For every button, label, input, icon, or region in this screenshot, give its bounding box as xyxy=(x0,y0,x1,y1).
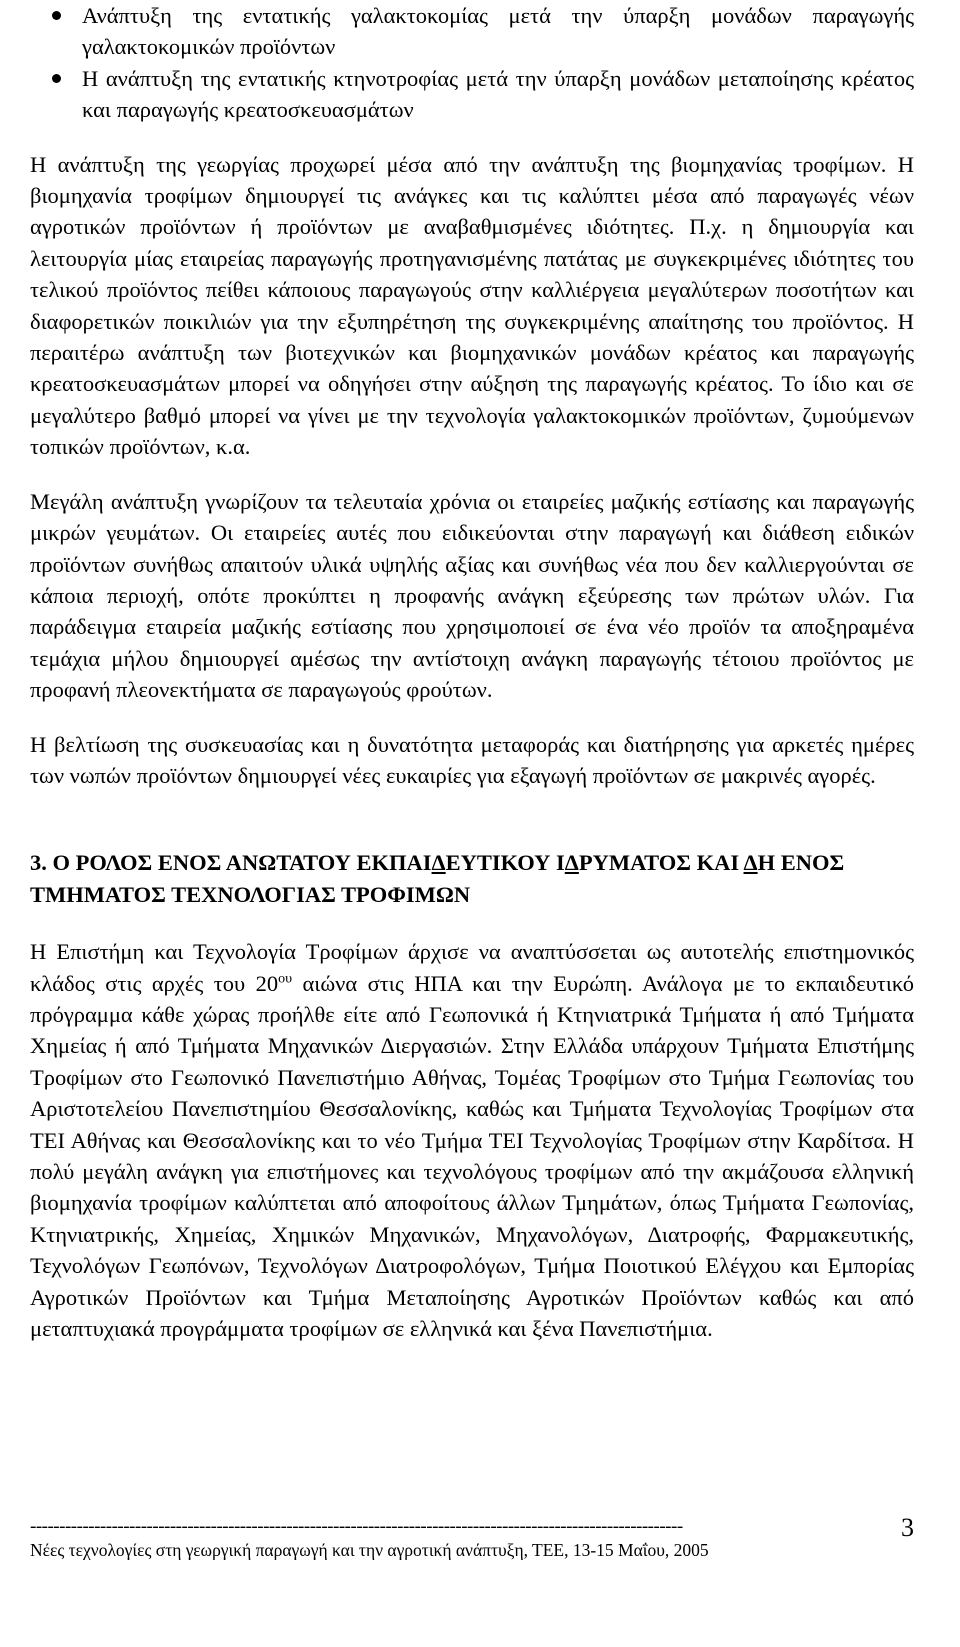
heading-text: Η ΕΝΟΣ ΤΜΗΜΑΤΟΣ ΤΕΧΝΟΛΟΓΙΑΣ ΤΡΟΦΙΜΩΝ xyxy=(30,850,845,907)
spacer xyxy=(30,791,914,847)
paragraph-text: αιώνα στις ΗΠΑ και την Ευρώπη. Ανάλογα με το εκπαιδευτικό πρόγραμμα κάθε χώρας προήλθε είτε από Γεωπονικά ή Κτηνιατρικά Τμήματα ή από Τμήματα Χημείας ή από Τμήματα Μηχανικών Διεργασιών. Στην Ελλάδα υπάρχουν Τμήματα Επιστήμης Τροφίμων στο Γεωπονικό Πανεπιστήμιο Αθήνας, Τομέας Τροφίμων στο Τμήμα Γεωπονίας του Αριστοτελείου Πανεπιστημίου Θεσσαλονίκης, καθώς και Τμήματα Τεχνολογίας Τροφίμων στα ΤΕΙ Αθήνας και Θεσσαλονίκης και το νέο Τμήμα ΤΕΙ Τεχνολογίας Τροφίμων στην Καρδίτσα. Η πολύ μεγάλη ανάγκη για επιστήμονες και τεχνολόγους τροφίμων από την ακμάζουσα ελληνική βιομηχανία τροφίμων καλύπτεται από αποφοίτους άλλων Τμημάτων, όπως Τμήματα Γεωπονίας, Κτηνιατρικής, Χημείας, Χημικών Μηχανικών, Μηχανολόγων, Διατροφής, Φαρμακευτικής, Τεχνολόγων Γεωπόνων, Τεχνολόγων Διατροφολόγων, Τμήμα Ποιοτικού Ελέγχου και Εμπορίας Αγροτικών Προϊόντων και Τμήμα Μεταποίησης Αγροτικών Προϊόντων καθώς και από μεταπτυχιακά προγράμματα τροφίμων σε ελληνικά και ξένα Πανεπιστήμια. xyxy=(30,970,914,1342)
heading-underlined-letter: Δ xyxy=(564,850,579,876)
paragraph: Μεγάλη ανάπτυξη γνωρίζουν τα τελευταία χρόνια οι εταιρείες μαζικής εστίασης και παραγωγής μικρών γευμάτων. Οι εταιρείες αυτές που ειδικεύονται στην παραγωγή και διάθεση ειδικών προϊόντων συνήθως απαιτούν υλικά υψηλής αξίας και συνήθως νέα που δεν καλλιεργούνται σε κάποια περιοχή, οπότε προκύπτει η προφανής ανάγκη εξεύρεσης των πρώτων υλών. Για παράδειγμα εταιρεία μαζικής εστίασης που χρησιμοποιεί σε ένα νέο προϊόν τα αποξηραμένα τεμάχια μήλου δημιουργεί αμέσως την αντίστοιχη ανάγκη παραγωγής τέτοιου προϊόντος με προφανή πλεονεκτήματα σε παραγωγούς φρούτων. xyxy=(30,488,914,703)
page-number: 3 xyxy=(901,1513,914,1542)
spacer xyxy=(30,706,914,729)
bullet-icon xyxy=(52,11,61,20)
bullet-list xyxy=(30,0,914,126)
paragraph: Η βελτίωση της συσκευασίας και η δυνατότητα μεταφοράς και διατήρησης για αρκετές ημέρες των νωπών προϊόντων δημιουργεί νέες ευκαιρίες για εξαγωγή προϊόντων σε μακρινές αγορές. xyxy=(30,731,914,788)
bullet-text: Η ανάπτυξη της εντατικής κτηνοτροφίας μετά την ύπαρξη μονάδων μεταποίησης κρέατος και παραγωγής κρεατοσκευασμάτων xyxy=(82,65,914,123)
list-item xyxy=(30,63,914,126)
spacer xyxy=(30,910,914,936)
paragraph: Η ανάπτυξη της γεωργίας προχωρεί μέσα από την ανάπτυξη της βιομηχανίας τροφίμων. Η βιομηχανία τροφίμων δημιουργεί τις ανάγκες και τις καλύπτει μέσα από παραγωγές νέων αγροτικών προϊόντων ή προϊόντων με αναβαθμισμένες ιδιότητες. Π.χ. η δημιουργία και λειτουργία μίας εταιρείας παραγωγής προτηγανισμένης πατάτας με συγκεκριμένες ιδιότητες του τελικού προϊόντος πείθει κάποιους παραγωγούς στην καλλιέργεια μεγαλύτερων ποσοτήτων και διαφορετικών ποικιλιών για την εξυπηρέτηση της συγκεκριμένης απαίτησης του προϊόντος. Η περαιτέρω ανάπτυξη των βιοτεχνικών και βιομηχανικών μονάδων κρέατος και παραγωγής κρεατοσκευασμάτων μπορεί να οδηγήσει στην αύξηση της παραγωγής κρέατος. Το ίδιο και σε μεγαλύτερο βαθμό μπορεί να γίνει με την τεχνολογία γαλακτοκομικών προϊόντων, ζυμούμενων τοπικών προϊόντων, κ.α. xyxy=(30,151,914,460)
bullet-text: Ανάπτυξη της εντατικής γαλακτοκομίας μετά την ύπαρξη μονάδων παραγωγής γαλακτοκομικών προϊόντων xyxy=(82,3,914,60)
list-item xyxy=(30,0,914,63)
footer-separator: ---------------------------------------------------------------------------------------------------------------- xyxy=(30,1517,683,1537)
heading-underlined-letter: Δ xyxy=(431,850,446,876)
heading-text: 3. Ο ΡΟΛΟΣ ΕΝΟΣ ΑΝΩΤΑΤΟΥ ΕΚΠΑΙ xyxy=(30,850,432,876)
heading-underlined-letter: Δ xyxy=(743,850,758,876)
paragraph-text: Η Επιστήμη και Τεχνολογία Τροφίμων άρχισε να αναπτύσσεται ως αυτοτελής επιστημονικός κλάδος στις αρχές του 20 xyxy=(30,939,914,996)
spacer xyxy=(30,463,914,486)
bullet-icon xyxy=(52,74,61,83)
footer-text: Νέες τεχνολογίες στη γεωργική παραγωγή και την αγροτική ανάπτυξη, ΤΕΕ, 13-15 Μαΐου, 2005 xyxy=(30,1540,709,1560)
paragraph xyxy=(30,936,914,1344)
page-footer xyxy=(30,1513,914,1561)
section-heading xyxy=(30,847,914,910)
document-page xyxy=(30,0,914,1344)
spacer xyxy=(30,126,914,149)
superscript: ου xyxy=(278,971,293,987)
heading-text: ΕΥΤΙΚΟΥ Ι xyxy=(445,850,565,876)
heading-text: ΡΥΜΑΤΟΣ ΚΑΙ xyxy=(578,850,744,876)
